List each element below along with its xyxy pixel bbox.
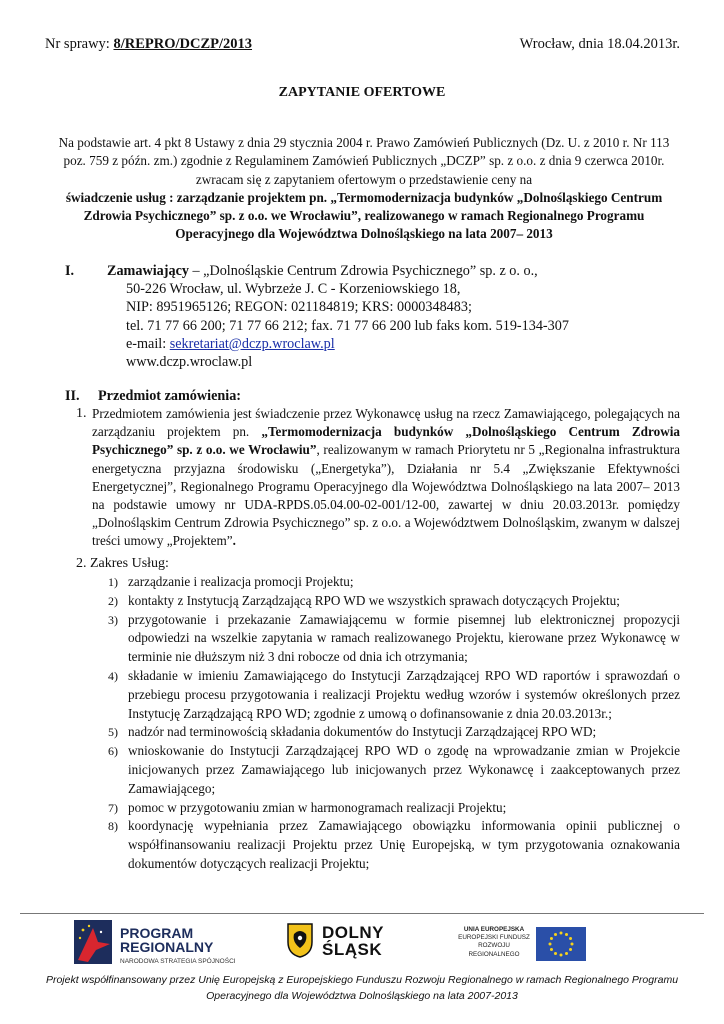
orderer-ids: NIP: 8951965126; REGON: 021184819; KRS: 0000348483; [126, 299, 472, 316]
list-item-number: 7) [108, 800, 118, 815]
email-link[interactable]: sekretariat@dczp.wroclaw.pl [169, 335, 335, 352]
list-item [108, 799, 680, 818]
list-item-text: wnioskowanie do Instytucji Zarządzającej RPO WD o zgodę na wprowadzanie zmian w Projekcie inicjowanych przez Zamawiającego lub inicjowanych przez Wykonawcę i zaakceptowanych przez Zamawiającego; [128, 743, 680, 796]
orderer-website[interactable]: www.dczp.wroclaw.pl [126, 354, 253, 371]
eu-star-icon [569, 937, 572, 940]
list-item [108, 742, 680, 798]
section-heading: Przedmiot zamówienia: [98, 388, 242, 404]
list-item [108, 611, 680, 667]
eu-star-icon [549, 943, 552, 946]
intro-paragraph [48, 134, 680, 244]
program-regionalny-logo [74, 920, 234, 968]
list-item-number: 2) [108, 593, 118, 608]
eu-star-icon [560, 932, 563, 935]
project-name: „Termomodernizacja budynków „Dolnośląskiego Centrum Zdrowia Psychicznego” sp. z o.o. we Wrocławiu” [92, 424, 680, 458]
case-number: 8/REPRO/DCZP/2013 [113, 36, 253, 52]
place-date: Wrocław, dnia 18.04.2013r. [519, 36, 680, 52]
program-star-icon [74, 920, 112, 964]
list-item [108, 573, 680, 592]
footer-line1: Projekt współfinansowany przez Unię Europejską z Europejskiego Funduszu Rozwoju Regionalnego w ramach Regionalnego Programu [45, 974, 679, 986]
dolny-line2: ŚLĄSK [322, 940, 383, 959]
scope-heading [76, 556, 169, 572]
eu-star-icon [560, 954, 563, 957]
orderer-email-line [107, 335, 569, 353]
document-title: ZAPYTANIE OFERTOWE [278, 85, 446, 100]
list-item [108, 817, 680, 873]
paragraph-text: , realizowanym w ramach Priorytetu nr 5 „Regionalna infrastruktura energetyczna przyjazna środowisku („Energetyka”), Działania nr 5.4 „Zwiększanie Efektywności Energetycznej”, Regionalnego Programu Operacyjnego dla Województwa Dolnośląskiego na lata 2007– 2013 na podstawie umowy nr UDA-RPDS.05.04.00-02-001/12-00, zawartej w dniu 20.03.2013r. pomiędzy „Dolnośląskim Centrum Zdrowia Psychicznego” sp. z o.o. a Województwem Dolnośląskim, zwanym w dalszej treści umowy „Projektem” [92, 442, 681, 549]
eu-star-icon [554, 933, 557, 936]
scope-title: Zakres Usług: [90, 556, 169, 571]
footer-line2: Operacyjnego dla Województwa Dolnośląskiego na lata 2007-2013 [206, 989, 518, 1002]
list-item-text: składanie w imieniu Zamawiającego do Instytucji Zarządzającej RPO WD raportów i sprawozdań o przebiegu procesu przygotowania i realizacji Projektu według wzorów i systemów określonych przez Instytucję Zarządzającą RPO WD; zgodnie z umową o dofinansowanie z dnia 20.03.2013r.; [128, 667, 680, 721]
list-item-text: przygotowanie i przekazanie Zamawiającemu w formie pisemnej lub elektronicznej propozycji odpowiedzi na wszelkie zapytania w ramach realizowanego Projektu, kierowane przez Wykonawcę w terminie nie dłuższym niż 3 dni robocze od dnia ich otrzymania; [128, 611, 680, 665]
eu-star-icon [550, 948, 553, 951]
email-label: e-mail: [126, 335, 170, 352]
list-item [108, 667, 680, 723]
case-reference [45, 36, 252, 53]
list-item-text: pomoc w przygotowaniu zmian w harmonogramach realizacji Projektu; [128, 799, 507, 815]
paragraph-number: 2. [76, 556, 87, 571]
orderer-name: „Dolnośląskie Centrum Zdrowia Psychicznego” sp. z o. o., [203, 263, 538, 279]
ue-line3: ROZWOJU REGIONALNEGO [468, 942, 520, 958]
crest-icon [286, 922, 314, 958]
eu-star-icon [565, 952, 568, 955]
dolny-slask-logo [286, 922, 402, 966]
section-przedmiot-heading [65, 388, 680, 405]
list-item-text: koordynację wypełniania przez Zamawiającego obowiązku informowania opinii publicznej o współfinansowaniu realizacji Projektu przez Unię Europejską, w tym przygotowania oznakowania dokumentów dotyczących realizacji Projektu; [128, 818, 680, 871]
program-sub: NARODOWA STRATEGIA SPÓJNOŚCI [120, 958, 236, 965]
section-number: I. [65, 263, 75, 279]
ue-line2: EUROPEJSKI FUNDUSZ [458, 934, 530, 942]
dash: – [188, 263, 204, 279]
section-number: II. [65, 388, 80, 404]
dolny-line1: DOLNY [322, 923, 384, 942]
ue-line1: UNIA EUROPEJSKA [463, 926, 525, 933]
eu-logo [453, 924, 588, 964]
list-item-number: 6) [108, 744, 118, 759]
paragraph-end: . [232, 533, 236, 549]
orderer-phones: tel. 71 77 66 200; 71 77 66 212; fax. 71 77 66 200 lub faks kom. 519-134-307 [126, 317, 569, 334]
intro-text: Na podstawie art. 4 pkt 8 Ustawy z dnia 29 stycznia 2004 r. Prawo Zamówień Publicznych (Dz. U. z 2010 r. Nr 113 poz. 759 z późn. zm.) zgodnie z Regulaminem Zamówień Publicznych „DCZP” sp. z o.o. z dnia 9 czerwca 2010r. zwracam się z zapytaniem ofertowym o przedstawienie ceny na [58, 135, 670, 187]
eu-star-icon [554, 952, 557, 955]
list-item-number: 8) [108, 819, 118, 834]
scope-list [108, 573, 680, 874]
list-item-number: 4) [108, 668, 118, 683]
list-item-text: kontakty z Instytucją Zarządzającą RPO WD we wszystkich sprawach dotyczących Projektu; [128, 592, 620, 608]
section-heading: Zamawiający [107, 263, 189, 279]
paragraph-text: Przedmiotem zamówienia jest świadczenie przez Wykonawcę usług na rzecz Zamawiającego, polegających na zarządzaniu projektem pn. [92, 406, 680, 440]
eu-star-icon [550, 937, 553, 940]
eu-star-icon [565, 933, 568, 936]
list-item-number: 5) [108, 725, 118, 740]
program-line1: PROGRAM [120, 925, 194, 941]
program-line2: REGIONALNY [120, 939, 214, 955]
eu-star-icon [569, 948, 572, 951]
list-item-text: nadzór nad terminowością składania dokumentów do Instytucji Zarządzającej RPO WD; [128, 724, 597, 740]
header-line [45, 36, 680, 53]
list-item [108, 592, 680, 611]
subject-paragraph [76, 405, 680, 551]
orderer-address: 50-226 Wrocław, ul. Wybrzeże J. C - Korzeniowskiego 18, [126, 281, 461, 298]
eu-flag-icon [536, 927, 586, 961]
list-item [108, 723, 680, 742]
paragraph-number: 1. [76, 406, 87, 421]
logo-bar [0, 918, 724, 970]
intro-bold-text: świadczenie usług : zarządzanie projektem pn. „Termomodernizacja budynków „Dolnośląskiego Centrum Zdrowia Psychicznego” sp. z o.o. we Wrocławiu”, realizowanego w ramach Regionalnego Programu Operacyjnego dla Województwa Dolnośląskiego na lata 2007– 2013 [65, 189, 663, 242]
case-label: Nr sprawy: [45, 36, 110, 52]
eu-star-icon [571, 943, 574, 946]
footer-note [0, 973, 724, 1004]
list-item-number: 3) [108, 612, 118, 627]
list-item-text: zarządzanie i realizacja promocji Projektu; [128, 574, 354, 589]
footer-divider [20, 913, 704, 914]
list-item-number: 1) [108, 575, 118, 589]
section-zamawiajacy [65, 262, 685, 371]
